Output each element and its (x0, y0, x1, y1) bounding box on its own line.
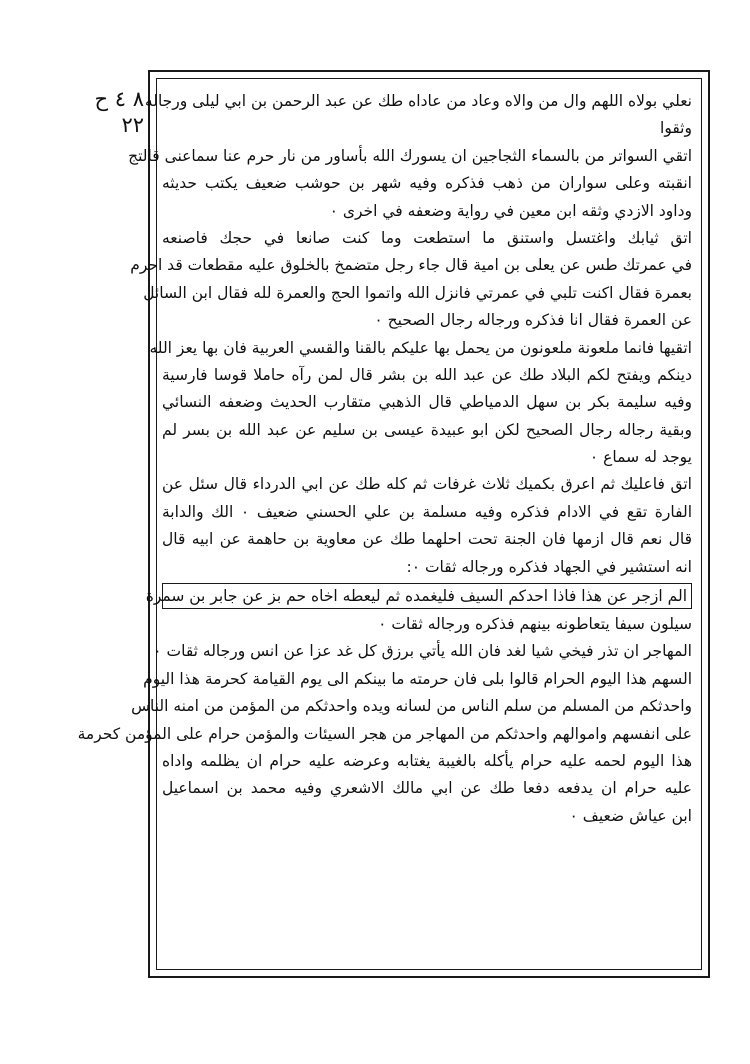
text-line: الفارة تقع في الادام فذكره وفيه مسلمة بن علي الحسني ضعيف ٠ الك والدابة (162, 502, 692, 521)
text-line: قال نعم قال ازمها فان الجنة تحت احلهما طك عن معاوية بن حاهمة عن ابيه قال (162, 530, 692, 549)
margin-folio-note (88, 86, 144, 138)
text-line: في عمرتك طس عن يعلى بن امية قال جاء رجل متضمخ بالخلوق عليه مقطعات قد احرم (130, 256, 692, 275)
text-line: اتقي السواتر من بالسماء الثجاجين ان يسورك الله بأساور من نار حرم عنا سماعنى قالتج (128, 146, 692, 165)
text-line: بعمرة فقال اكنت تلبي في عمرتي فانزل الله واتموا الحج والعمرة لله فقال ابن السائل (143, 283, 692, 302)
boxed-text-line: الم ازجر عن هذا فاذا احدكم السيف فليغمده ثم ليعطه اخاه حم بز عن جابر بن سمرة (162, 583, 692, 609)
margin-note-line: ٢٢ (121, 113, 144, 137)
text-line: وثقوا (660, 119, 692, 138)
text-line: انه استشير في الجهاد فذكره ورجاله ثقات ٠: (406, 557, 692, 576)
text-line: ابن عياش ضعيف ٠ (569, 806, 692, 825)
text-line: عليه حرام ان يدفعه دفعا طك عن ابي مالك الاشعري وفيه محمد بن اسماعيل (162, 779, 692, 798)
text-line: نعلي بولاه اللهم وال من والاه وعاد من عاداه طك عن عبد الرحمن بن ابي ليلى ورجاله (144, 92, 692, 110)
text-line: هذا اليوم لحمه عليه حرام يأكله بالغيبة يغتابه وعرضه عليه حرام ان يظلمه واداه (162, 751, 692, 770)
text-line: وبقية رجاله رجال الصحيح لكن ابو عبيدة عيسى بن سليم عن عبد الله بن بسر لم (162, 420, 692, 439)
text-line: وفيه سليمة بكر بن سهل الدمياطي قال الذهبي متقارب الحديث وضعفه النسائي (162, 393, 692, 412)
text-line: اتق فاعليك ثم اعرق بكميك ثلاث غرفات ثم كله طك عن ابي الدرداء قال سئل عن (162, 475, 692, 494)
text-line: السهم هذا اليوم الحرام قالوا بلى فان حرمته ما بينكم الى يوم القيامة كحرمة هذا اليوم (143, 669, 692, 688)
text-line: يوجد له سماع ٠ (589, 448, 692, 467)
text-line: اتقيها فانما ملعونة ملعونون من يحمل بها عليكم بالقنا والقسي العربية فان بها يعز الله (149, 338, 692, 357)
text-line: سيلون سيفا يتعاطونه بينهم فذكره ورجاله ثقات ٠ (378, 615, 692, 634)
text-line: وداود الازدي وثقه ابن معين في رواية وضعفه في اخرى ٠ (329, 201, 692, 220)
text-line: عن العمرة فقال انا فذكره ورجاله رجال الصحيح ٠ (374, 311, 692, 330)
text-line: اتق ثيابك واغتسل واستنق ما استطعت وما كنت صانعا في حجك فاصنعه (162, 228, 692, 247)
text-line: واحدثكم من المسلم من سلم الناس من لسانه ويده واحدثكم من المؤمن من امنه الناس (131, 697, 692, 716)
text-line: انقبته وعلى سواران من ذهب فذكره وفيه شهر بن حوشب ضعيف يكتب حديثه (162, 174, 692, 193)
text-line: على انفسهم واموالهم واحدثكم من المهاجر من هجر السيئات والمؤمن حرام على المؤمن كحرمة (77, 724, 692, 743)
text-line: دينكم ويفتح لكم البلاد طك عن عبد الله بن بشر قال لمن رآه حاملا قوسا فارسية (162, 365, 692, 384)
margin-note-line: ٨ ٤ ح (94, 87, 144, 111)
text-line: المهاجر ان تذر فيخي شيا لغد فان الله يأتي برزق كل غد عزا عن انس ورجاله ثقات ٠ (153, 642, 692, 661)
